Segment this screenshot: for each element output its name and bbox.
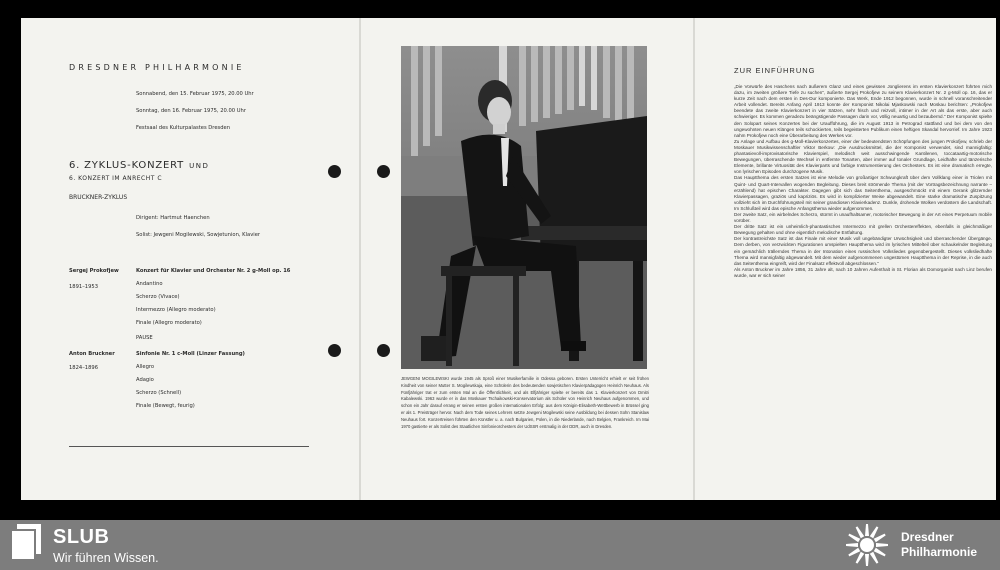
fold-line [693,18,695,500]
slub-brand: SLUB [53,526,110,548]
composer-name: Anton Bruckner [69,351,115,357]
work-title: Sinfonie Nr. 1 c-Moll (Linzer Fassung) [136,351,245,357]
slub-logo-icon [11,524,43,562]
photo-caption: JEWGENI MOGILEWSKI wurde 1945 als Sproß einer Musikerfamilie in Odessa geboren. Ersten Unterricht erhielt er seit frühen Kindheit von seiner Mutter S. Mogilewskaja, eine Schülerin des bedeutenden sowjetischen Klavierpädagogen Heinrich Neuhaus. Als Fünfjähriger trat er zum ersten Mal an die Öffentlichkeit, und als Elfjähriger spielte er bereits das 1. Klavierkonzert von Dmitri Kabalewski. 1963 wurde er in das Moskauer Tschaikowski-Konservatorium als Schüler von Heinrich Neuhaus aufgenommen, und schon ein Jahr darauf errang er seinen ersten großen internationalen Erfolg: aus dem Königin-Elisabeth-Wettbewerb in Brüssel ging er als 1. Preisträger hervor. Nach dem Tode seines Lehrers setzte Jewgeni Mogilewski seine Ausbildung bei dessen Sohn Stanislaw Neuhaus fort. Konzertreisen führten den Künstler u. a. nach Bulgarien, Polen, in die Niederlande, nach Belgien, Frankreich. Im Mai 1970 gastierte er als Solist des Staatlichen Sinfonieorchesters der UdSSR erstmalig in der DDR, auch in Dresden. [401,376,649,429]
movement: Finale (Bewegt, feurig) [136,403,195,409]
slub-slogan: Wir führen Wissen. [53,551,159,565]
partner-name-line2: Philharmonie [901,545,978,559]
concert-title: 6. ZYKLUS-KONZERT [69,160,185,171]
movement: Scherzo (Schnell) [136,390,182,396]
pianist-photo [401,46,647,369]
cycle-name: BRUCKNER-ZYKLUS [69,194,128,201]
pianist-photo-image [401,46,647,369]
composer-name: Sergej Prokofjew [69,268,119,274]
work-title: Konzert für Klavier und Orchester Nr. 2 g-Moll op. 16 [136,268,291,274]
movement: Allegro [136,364,155,370]
intro-paragraph: Das Hauptthema des ersten Satzes ist eine Melodie von großartiger Schwungkraft über dem Vollklang einer in Triolen mit Quint- und Quart-Intervallen wogenden Begleitung. Dieses breit strömende Thema (mit der Vortragsbezeichnung narrante – erzählend) hat epischen Charakter. Dagegen gibt sich das Seitenthema, ausgeschmückt mit einem Gerank glitzernder Klavierpassagen, graziös und kapriziös. Es wird in komplizierter Weise abgewandelt. Eine starke dramatische Zuspitzung vollzieht sich im Durchführungsteil mit seiner grandiosen Klavierkadenz. Dunkle, drohende Wolken verdüstern die Landschaft. Im Schlußteil wird das epische Anfangsthema wieder aufgenommen. [734,175,992,211]
intro-paragraph: „Die Vorwürfe des Haschens nach äußerem Glanz und eines gewissen Jonglierens im ersten Klavierkonzert führten mich dazu, im zweiten größere Tiefe zu suchen", äußerte Sergej Prokofjew zu seinem Klavierkonzert Nr. 2 g-Moll op. 16, das er kurze Zeit nach dem ersten in Des-Dur komponierte. Das Werk, Ende 1912 begonnen, wurde in schnell voranschreitender Arbeit vollendet. Bereits Anfang April 1913 konnte der Komponist Nikolai Mjaskowski nach Moskau berichten: „Prokofjew beendete das zweite Klavierkonzert in vier Sätzen, sehr frisch und reizvoll, intimer in der Art als das erste, aber auch schwieriger. Es kommen geradezu beängstigende Passagen darin vor, völlig neuartig und bezaubernd." Der Komponist spielte den Solopart seines Konzertes bei der Uraufführung, die im August 1913 in Petrograd stattfand und bei dem von den ungewohnten neuen Klängen teils schockierten, teils begeisterten Publikum einen heftigen Skandal hervorrief. Im Jahre 1923 nahm Prokofjew noch eine Überarbeitung des Werkes vor. [734,84,992,138]
concert-title-line [69,155,209,171]
movement: Andantino [136,281,163,287]
intro-paragraph: Der kontrastreichste Satz ist das Finale mit einer Musik voll ungebändigter Urwüchsigkeit und überraschender Übergänge. Dem derben, von verzwickten Figurationen umspielten Hauptthema wird im lyrischen Mittelteil über schaukelnder Begleitung ein gemächlich trällerndes Thema in der Intonation eines russischen Volksliedes gegenübergestellt. Dieses volksliedhafte Thema wird mannigfaltig abgewandelt. Mit dem wieder aufgenommenen ungestümen Hauptthema in der Reprise, in die auch das Seitenthema eingreift, wird der Finalsatz effektvoll abgeschlossen." [734,236,992,266]
composer-years: 1891–1953 [69,284,98,290]
program-sheet [21,18,996,500]
footer-bar [0,520,1000,570]
composer-years: 1824–1896 [69,365,98,371]
intro-paragraph: Als Anton Bruckner im Jahre 1856, 31 Jahre alt, nach 10 Jahren Aufenthalt in St. Florian als Domorganist nach Linz berufen wurde, war er sich seiner [734,266,992,278]
punch-hole [328,165,341,178]
movement: Scherzo (Vivace) [136,294,180,300]
punch-hole [377,344,390,357]
soloist: Solist: Jewgeni Mogilewski, Sowjetunion, Klavier [136,232,261,238]
introduction-heading: ZUR EINFÜHRUNG [734,66,816,75]
movement: Adagio [136,377,154,383]
date-sunday: Sonntag, den 16. Februar 1975, 20.00 Uhr [136,108,246,114]
fold-line [359,18,361,500]
intermission: PAUSE [136,335,153,341]
orchestra-name: DRESDNER PHILHARMONIE [69,63,245,72]
intro-paragraph: Der dritte Satz ist ein unheimlich-phantastisches Intermezzo mit grellen Orchestereffekten, ebenfalls in gleichmäßiger Bewegung gehalten und ohne eigentlich melodische Entfaltung. [734,224,992,236]
date-saturday: Sonnabend, den 15. Februar 1975, 20.00 Uhr [136,91,254,97]
punch-hole [328,344,341,357]
conductor: Dirigent: Hartmut Haenchen [136,215,210,221]
concert-title-suffix: UND [189,162,210,170]
punch-hole [377,165,390,178]
divider-rule [69,446,309,447]
philharmonie-logo-icon [842,522,892,568]
venue: Festsaal des Kulturpalastes Dresden [136,125,230,131]
intro-paragraph: Zu Anlage und Aufbau des g-Moll-Klavierkonzertes, einer der bedeutendsten Schöpfungen des jungen Prokofjew, schrieb der Moskauer Musikwissenschaftler Viktor Berkow: „Die Ausdrucksmittel, die der Komponist verwendet, sind mannigfaltig: phantasievoll-improvisatorische Klavierspiel, melodisch weit ausschwingende Kantilenen, toccataartig-motorische Bewegungen, überraschende Wechsel in entfernte Tonarten, aber immer auf tonaler Grundlage, Leidhafte und tänzerische Elemente, brillante Virtuosität des Klavierparts und farbige Instrumentierung des Orchesters. Es ist eine dramatisch erregte, von lyrischen Episoden durchzogene Musik. [734,138,992,175]
introduction-text [734,84,992,474]
partner-name-line1: Dresdner [901,530,954,544]
movement: Intermezzo (Allegro moderato) [136,307,216,313]
intro-paragraph: Der zweite Satz, ein wirbelndes Scherzo, stürmt in unaufhaltsamer, motorischer Bewegung in der Art eines Perpetuum mobile vorüber. [734,211,992,224]
concert-subtitle: 6. KONZERT IM ANRECHT C [69,175,163,182]
movement: Finale (Allegro moderato) [136,320,202,326]
